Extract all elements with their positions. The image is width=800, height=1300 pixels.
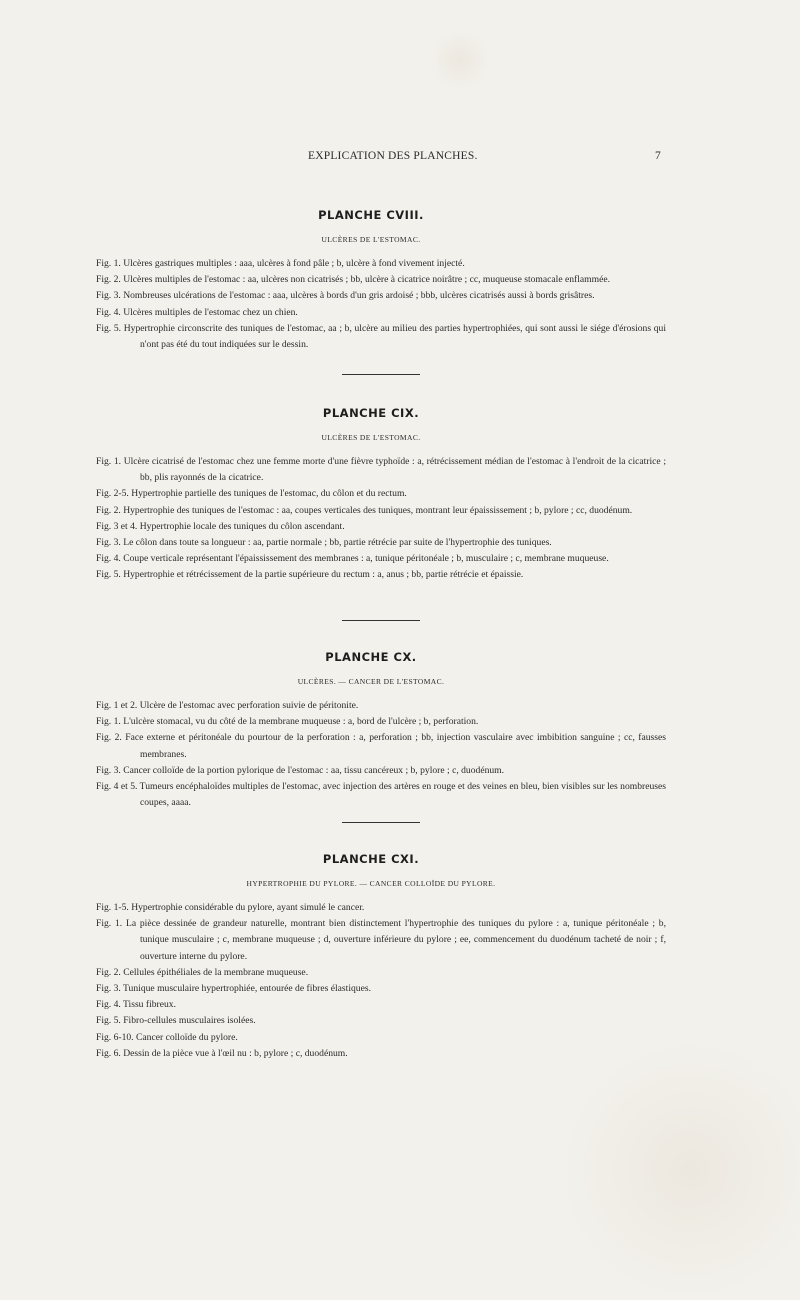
- plate-subtitle: ULCÈRES DE L'ESTOMAC.: [321, 433, 421, 442]
- figure-ref: Fig. 1.: [96, 456, 122, 467]
- figure-entry: [96, 305, 666, 321]
- figure-ref: Fig. 3.: [96, 537, 121, 549]
- figure-text: Cellules épithéliales de la membrane muqueuse.: [123, 966, 309, 978]
- figure-text: Cancer colloïde du pylore.: [136, 1031, 238, 1043]
- figure-entry: [96, 763, 666, 779]
- figure-text: Ulcères multiples de l'estomac : aa, ulcères non cicatrisés ; bb, ulcère à cicatrice noirâtre ; cc, muqueuse stomacale enflammée.: [123, 274, 610, 286]
- figure-ref: Fig. 1 et 2.: [96, 700, 138, 711]
- figure-entry: [96, 551, 666, 567]
- section-divider: [342, 822, 420, 823]
- figure-text: L'ulcère stomacal, vu du côté de la membrane muqueuse : a, bord de l'ulcère ; b, perforation.: [123, 716, 479, 728]
- figure-text: Dessin de la pièce vue à l'œil nu : b, pylore ; c, duodénum.: [123, 1047, 348, 1059]
- figure-entry: [96, 288, 666, 304]
- figure-text: Ulcère de l'estomac avec perforation suivie de péritonite.: [139, 700, 359, 711]
- figure-text: Hypertrophie locale des tuniques du côlon ascendant.: [139, 520, 345, 532]
- figure-ref: Fig. 3.: [96, 983, 121, 995]
- plate-section: [96, 406, 666, 584]
- figure-ref: Fig. 5.: [96, 569, 121, 581]
- figure-text: Hypertrophie et rétrécissement de la partie supérieure du rectum : a, anus ; bb, partie rétrécie et épaissie.: [123, 569, 524, 581]
- figure-text: Hypertrophie partielle des tuniques de l'estomac, du côlon et du rectum.: [131, 488, 407, 500]
- figure-ref: Fig. 3.: [96, 290, 121, 302]
- figure-text: Ulcère cicatrisé de l'estomac chez une femme morte d'une fièvre typhoïde : a, rétrécissement médian de l'estomac à l'endroit de la cicatrice ; bb, plis rayonnés de la cicatrice.: [123, 456, 666, 484]
- figure-entry: [96, 1046, 666, 1062]
- figure-ref: Fig. 1.: [96, 918, 123, 930]
- figure-ref: Fig. 5.: [96, 322, 122, 334]
- section-divider: [342, 374, 420, 375]
- plate-subtitle: HYPERTROPHIE DU PYLORE. — CANCER COLLOÏDE DU PYLORE.: [246, 879, 496, 888]
- figure-entry: [96, 916, 666, 965]
- figure-ref: Fig. 4.: [96, 553, 121, 565]
- figure-entry: [96, 535, 666, 551]
- figure-entry: [96, 698, 666, 714]
- running-title: EXPLICATION DES PLANCHES.: [308, 150, 478, 162]
- figure-text: Cancer colloïde de la portion pylorique de l'estomac : aa, tissu cancéreux ; b, pylore ; c, duodénum.: [123, 764, 505, 776]
- figure-text: Tunique musculaire hypertrophiée, entourée de fibres élastiques.: [123, 983, 371, 995]
- figure-entry: [96, 965, 666, 981]
- figure-ref: Fig. 3.: [96, 764, 121, 776]
- plate-subtitle: ULCÈRES DE L'ESTOMAC.: [321, 235, 421, 244]
- plate-section: [96, 852, 666, 1062]
- figure-ref: Fig. 5.: [96, 1015, 121, 1027]
- plate-title: PLANCHE CVIII.: [318, 208, 424, 222]
- figure-entry: [96, 900, 666, 916]
- figure-entry: [96, 981, 666, 997]
- figure-entry: [96, 454, 666, 486]
- figure-text: La pièce dessinée de grandeur naturelle, montrant bien distinctement l'hypertrophie des tuniques du pylore : a, tunique péritonéale ; b, tunique musculaire ; c, membrane muqueuse ; d, ouverture inférieure du pylore ; ee, commencement du duodénum tacheté de noir ; f, ouverture interne du pylore.: [125, 918, 666, 962]
- section-divider: [342, 620, 420, 621]
- figure-text: Face externe et péritonéale du pourtour de la perforation : a, perforation ; bb, injection vasculaire avec imbibition sanguine ; cc, fausses membranes.: [125, 732, 667, 760]
- figure-text: Ulcères gastriques multiples : aaa, ulcères à fond pâle ; b, ulcère à fond vivement injecté.: [123, 258, 465, 269]
- plate-title: PLANCHE CIX.: [322, 406, 420, 420]
- figure-list: [96, 454, 666, 584]
- figure-entry: [96, 321, 666, 353]
- figure-entry: [96, 1030, 666, 1046]
- figure-ref: Fig. 1.: [96, 258, 121, 269]
- figure-text: Tissu fibreux.: [123, 999, 176, 1011]
- plate-subtitle: ULCÈRES. — CANCER DE L'ESTOMAC.: [297, 677, 445, 686]
- figure-ref: Fig. 4.: [96, 999, 121, 1011]
- figure-text: Tumeurs encéphaloïdes multiples de l'estomac, avec injection des artères en rouge et des veines en bleu, bien visibles sur les nombreuses coupes, aaaa.: [139, 781, 666, 809]
- figure-text: Hypertrophie des tuniques de l'estomac : aa, coupes verticales des tuniques, montrant leur épaississement ; b, pylore ; cc, duodénum.: [123, 504, 633, 516]
- figure-ref: Fig. 2.: [96, 966, 121, 978]
- figure-text: Hypertrophie circonscrite des tuniques de l'estomac, aa ; b, ulcère au milieu des parties hypertrophiées, qui sont aussi le siége d'érosions qui n'ont pas été du tout indiquées sur le dessin.: [123, 322, 667, 351]
- figure-entry: [96, 997, 666, 1013]
- figure-ref: Fig. 2.: [96, 504, 121, 516]
- figure-ref: Fig. 2.: [96, 732, 122, 744]
- figure-entry: [96, 503, 666, 519]
- paper-stain: [560, 1040, 800, 1300]
- figure-ref: Fig. 6-10.: [96, 1031, 134, 1043]
- plate-title: PLANCHE CX.: [325, 650, 417, 664]
- figure-list: [96, 256, 666, 353]
- figure-entry: [96, 256, 666, 272]
- figure-entry: [96, 1013, 666, 1029]
- figure-entry: [96, 272, 666, 288]
- figure-entry: [96, 714, 666, 730]
- figure-ref: Fig. 2-5.: [96, 488, 129, 500]
- figure-ref: Fig. 4.: [96, 306, 121, 318]
- figure-text: Fibro-cellules musculaires isolées.: [123, 1015, 256, 1027]
- figure-entry: [96, 567, 666, 583]
- figure-entry: [96, 519, 666, 535]
- figure-list: [96, 698, 666, 811]
- plate-title: PLANCHE CXI.: [322, 852, 420, 866]
- figure-text: Ulcères multiples de l'estomac chez un chien.: [123, 306, 298, 318]
- plate-section: [96, 208, 666, 353]
- figure-text: Coupe verticale représentant l'épaississement des membranes : a, tunique péritonéale ; b, musculaire ; c, membrane muqueuse.: [123, 553, 609, 565]
- paper-stain: [430, 30, 490, 90]
- figure-ref: Fig. 3 et 4.: [96, 520, 138, 532]
- figure-text: Nombreuses ulcérations de l'estomac : aaa, ulcères à bords d'un gris ardoisé ; bbb, ulcères cicatrisés aussi à bords grisâtres.: [123, 290, 595, 302]
- figure-ref: Fig. 1-5.: [96, 902, 129, 913]
- figure-ref: Fig. 4 et 5.: [96, 781, 138, 793]
- plate-section: [96, 650, 666, 811]
- page-header: [0, 150, 800, 166]
- figure-entry: [96, 486, 666, 502]
- figure-list: [96, 900, 666, 1062]
- figure-ref: Fig. 6.: [96, 1047, 121, 1059]
- page-number: 7: [655, 150, 661, 162]
- figure-ref: Fig. 1.: [96, 716, 121, 728]
- figure-entry: [96, 779, 666, 811]
- figure-text: Hypertrophie considérable du pylore, ayant simulé le cancer.: [131, 902, 365, 913]
- figure-entry: [96, 730, 666, 762]
- figure-ref: Fig. 2.: [96, 274, 121, 286]
- figure-text: Le côlon dans toute sa longueur : aa, partie normale ; bb, partie rétrécie par suite de l'hypertrophie des tuniques.: [123, 537, 552, 549]
